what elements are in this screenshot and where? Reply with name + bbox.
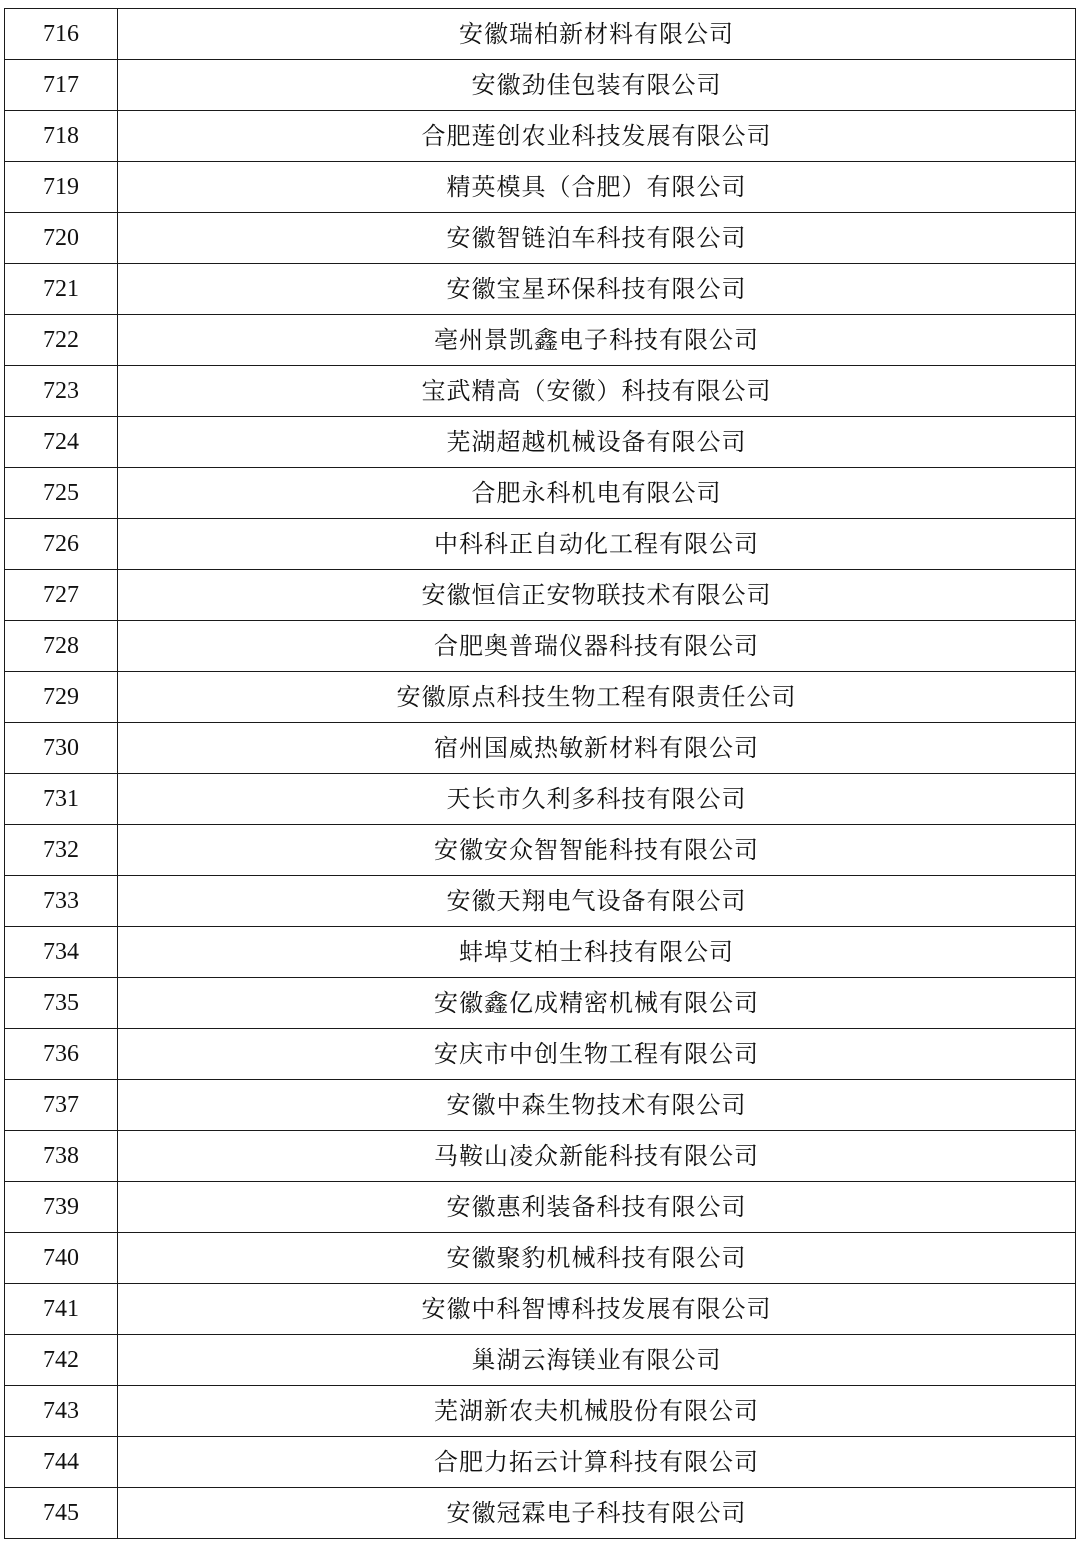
company-name: 宝武精高（安徽）科技有限公司 <box>118 366 1076 417</box>
company-name: 安徽智链泊车科技有限公司 <box>118 213 1076 264</box>
company-name: 芜湖超越机械设备有限公司 <box>118 417 1076 468</box>
company-name: 安徽惠利装备科技有限公司 <box>118 1182 1076 1233</box>
table-row <box>5 978 1076 1029</box>
row-number: 722 <box>5 315 118 366</box>
row-number: 738 <box>5 1131 118 1182</box>
row-number: 739 <box>5 1182 118 1233</box>
table-row <box>5 1182 1076 1233</box>
row-number: 743 <box>5 1386 118 1437</box>
company-name: 安徽劲佳包装有限公司 <box>118 60 1076 111</box>
row-number: 723 <box>5 366 118 417</box>
table-row <box>5 1080 1076 1131</box>
row-number: 734 <box>5 927 118 978</box>
table-row <box>5 1233 1076 1284</box>
row-number: 727 <box>5 570 118 621</box>
table-row <box>5 315 1076 366</box>
company-name: 安徽恒信正安物联技术有限公司 <box>118 570 1076 621</box>
company-name: 马鞍山凌众新能科技有限公司 <box>118 1131 1076 1182</box>
table-row <box>5 570 1076 621</box>
table-row <box>5 774 1076 825</box>
company-list-body <box>5 9 1076 1539</box>
row-number: 725 <box>5 468 118 519</box>
company-name: 天长市久利多科技有限公司 <box>118 774 1076 825</box>
row-number: 731 <box>5 774 118 825</box>
row-number: 730 <box>5 723 118 774</box>
row-number: 737 <box>5 1080 118 1131</box>
table-row <box>5 672 1076 723</box>
row-number: 728 <box>5 621 118 672</box>
company-name: 安徽聚豹机械科技有限公司 <box>118 1233 1076 1284</box>
table-row <box>5 417 1076 468</box>
table-row <box>5 264 1076 315</box>
row-number: 721 <box>5 264 118 315</box>
row-number: 718 <box>5 111 118 162</box>
table-row <box>5 876 1076 927</box>
table-row <box>5 927 1076 978</box>
row-number: 744 <box>5 1437 118 1488</box>
company-name: 安徽中科智博科技发展有限公司 <box>118 1284 1076 1335</box>
row-number: 720 <box>5 213 118 264</box>
row-number: 741 <box>5 1284 118 1335</box>
table-row <box>5 1335 1076 1386</box>
row-number: 716 <box>5 9 118 60</box>
table-row <box>5 111 1076 162</box>
company-name: 安庆市中创生物工程有限公司 <box>118 1029 1076 1080</box>
table-row <box>5 621 1076 672</box>
row-number: 719 <box>5 162 118 213</box>
table-row <box>5 1284 1076 1335</box>
table-row <box>5 1131 1076 1182</box>
table-row <box>5 1488 1076 1539</box>
company-name: 安徽安众智智能科技有限公司 <box>118 825 1076 876</box>
table-row <box>5 1437 1076 1488</box>
company-name: 安徽冠霖电子科技有限公司 <box>118 1488 1076 1539</box>
company-name: 安徽鑫亿成精密机械有限公司 <box>118 978 1076 1029</box>
company-name: 芜湖新农夫机械股份有限公司 <box>118 1386 1076 1437</box>
row-number: 717 <box>5 60 118 111</box>
company-name: 安徽天翔电气设备有限公司 <box>118 876 1076 927</box>
company-name: 合肥莲创农业科技发展有限公司 <box>118 111 1076 162</box>
row-number: 742 <box>5 1335 118 1386</box>
row-number: 735 <box>5 978 118 1029</box>
company-name: 安徽中森生物技术有限公司 <box>118 1080 1076 1131</box>
row-number: 729 <box>5 672 118 723</box>
row-number: 745 <box>5 1488 118 1539</box>
table-row <box>5 723 1076 774</box>
company-name: 合肥永科机电有限公司 <box>118 468 1076 519</box>
table-row <box>5 468 1076 519</box>
company-name: 合肥奥普瑞仪器科技有限公司 <box>118 621 1076 672</box>
company-name: 中科科正自动化工程有限公司 <box>118 519 1076 570</box>
row-number: 732 <box>5 825 118 876</box>
company-name: 蚌埠艾柏士科技有限公司 <box>118 927 1076 978</box>
row-number: 726 <box>5 519 118 570</box>
company-name: 亳州景凯鑫电子科技有限公司 <box>118 315 1076 366</box>
company-name: 精英模具（合肥）有限公司 <box>118 162 1076 213</box>
company-name: 宿州国威热敏新材料有限公司 <box>118 723 1076 774</box>
table-row <box>5 60 1076 111</box>
table-row <box>5 9 1076 60</box>
row-number: 740 <box>5 1233 118 1284</box>
row-number: 724 <box>5 417 118 468</box>
row-number: 736 <box>5 1029 118 1080</box>
company-name: 合肥力拓云计算科技有限公司 <box>118 1437 1076 1488</box>
table-row <box>5 1029 1076 1080</box>
table-row <box>5 213 1076 264</box>
table-row <box>5 1386 1076 1437</box>
table-row <box>5 366 1076 417</box>
company-list-table <box>4 8 1076 1539</box>
company-name: 巢湖云海镁业有限公司 <box>118 1335 1076 1386</box>
row-number: 733 <box>5 876 118 927</box>
company-name: 安徽瑞柏新材料有限公司 <box>118 9 1076 60</box>
table-row <box>5 162 1076 213</box>
table-row <box>5 825 1076 876</box>
table-row <box>5 519 1076 570</box>
company-name: 安徽原点科技生物工程有限责任公司 <box>118 672 1076 723</box>
company-name: 安徽宝星环保科技有限公司 <box>118 264 1076 315</box>
